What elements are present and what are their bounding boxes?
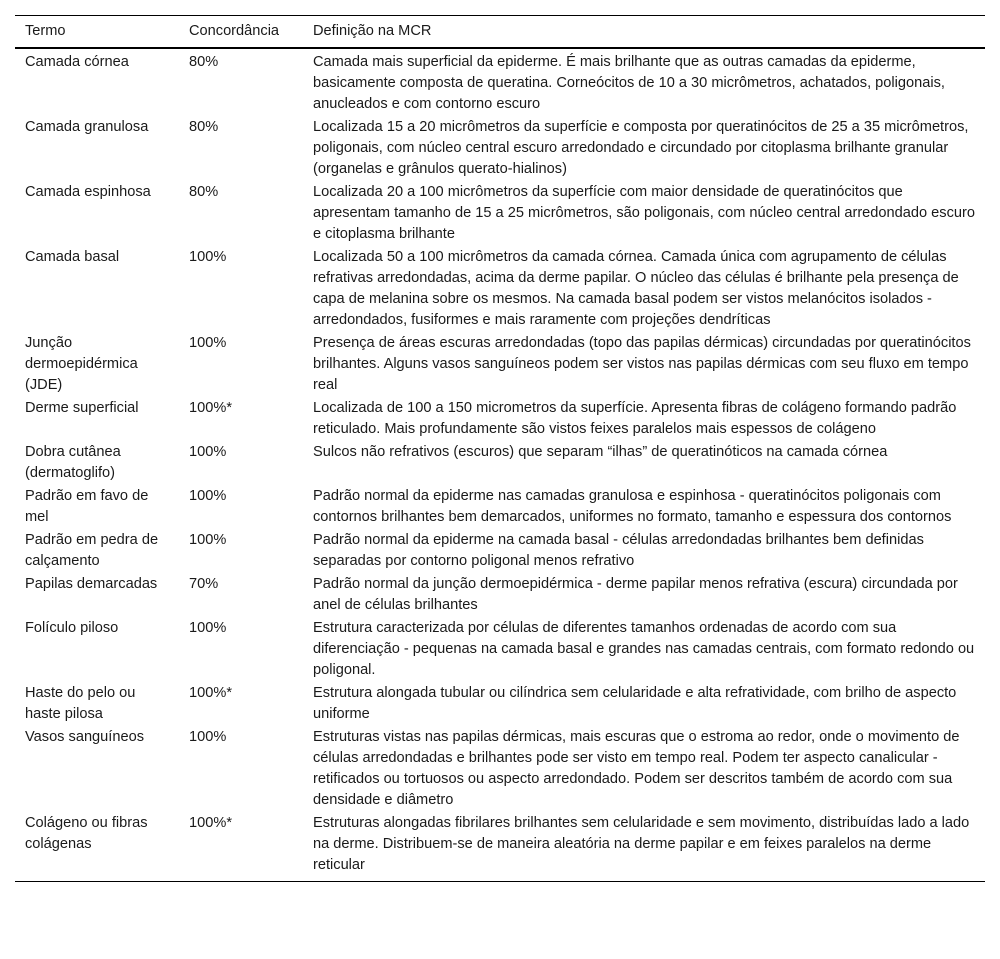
table-body: [15, 48, 985, 882]
cell-definicao: Padrão normal da junção dermoepidérmica - derme papilar menos refrativa (escura) circundada por anel de células brilhantes: [313, 576, 958, 613]
header-row: [15, 16, 985, 49]
cell-definicao: Estrutura alongada tubular ou cilíndrica sem celularidade e alta refratividade, com brilho de aspecto uniforme: [313, 685, 957, 722]
cell-definicao: Padrão normal da epiderme nas camadas granulosa e espinhosa - queratinócitos poligonais com contornos brilhantes bem demarcados, uniformes no formato, tamanho e espessura dos contornos: [313, 488, 952, 525]
cell-termo: Derme superficial: [25, 400, 139, 416]
table-row: [15, 48, 985, 116]
table-row: [15, 617, 985, 682]
cell-concordancia: 100%*: [189, 685, 233, 701]
cell-concordancia: 100%: [189, 444, 227, 460]
cell-concordancia: 100%: [189, 249, 227, 265]
table-row: [15, 397, 985, 441]
header-definicao: Definição na MCR: [313, 23, 432, 39]
table-row: [15, 726, 985, 812]
table-row: [15, 441, 985, 485]
cell-concordancia: 100%: [189, 532, 227, 548]
cell-termo: Colágeno ou fibras colágenas: [25, 815, 148, 852]
cell-concordancia: 100%: [189, 729, 227, 745]
cell-definicao: Presença de áreas escuras arredondadas (topo das papilas dérmicas) circundadas por queratinócitos brilhantes. Alguns vasos sanguíneos podem ser vistos nas papilas dérmicas com seu fluxo em tempo real: [313, 335, 971, 393]
cell-definicao: Padrão normal da epiderme na camada basal - células arredondadas brilhantes bem definidas separadas por contorno poligonal menos refrativo: [313, 532, 924, 569]
table-row: [15, 812, 985, 882]
cell-concordancia: 100%: [189, 620, 227, 636]
cell-concordancia: 100%*: [189, 815, 233, 831]
cell-definicao: Localizada de 100 a 150 micrometros da superfície. Apresenta fibras de colágeno formando padrão reticulado. Mais profundamente são vistos feixes paralelos mais espessos de colágeno: [313, 400, 957, 437]
table-container: [15, 15, 985, 882]
cell-concordancia: 80%: [189, 54, 219, 70]
table-row: [15, 181, 985, 246]
cell-definicao: Localizada 15 a 20 micrômetros da superfície e composta por queratinócitos de 25 a 35 micrômetros, poligonais, com núcleo central escuro arredondado e circundado por citoplasma brilhante granular (organelas e grânulos querato-hialinos): [313, 119, 969, 177]
header-termo: Termo: [25, 23, 66, 39]
cell-termo: Haste do pelo ou haste pilosa: [25, 685, 136, 722]
cell-termo: Padrão em pedra de calçamento: [25, 532, 159, 569]
cell-concordancia: 80%: [189, 119, 219, 135]
table-row: [15, 485, 985, 529]
terms-table: [15, 15, 985, 882]
cell-definicao: Sulcos não refrativos (escuros) que separam “ilhas” de queratinóticos na camada córnea: [313, 444, 888, 460]
cell-definicao: Estruturas vistas nas papilas dérmicas, mais escuras que o estroma ao redor, onde o movimento de células arredondadas e brilhantes pode ser visto em tempo real. Podem ter aspecto canalicular - retificados ou tortuosos ou aspecto arredondado. Podem ser descritos também de acordo com sua densidade e diâmetro: [313, 729, 960, 808]
header-concordancia: Concordância: [189, 23, 280, 39]
cell-definicao: Estrutura caracterizada por células de diferentes tamanhos ordenadas de acordo com sua diferenciação - pequenas na camada basal e grandes nas camadas centrais, com formato redondo ou poligonal.: [313, 620, 975, 678]
table-row: [15, 573, 985, 617]
cell-termo: Papilas demarcadas: [25, 576, 158, 592]
cell-concordancia: 100%: [189, 488, 227, 504]
cell-concordancia: 100%*: [189, 400, 233, 416]
cell-definicao: Localizada 50 a 100 micrômetros da camada córnea. Camada única com agrupamento de células refrativas arredondadas, acima da derme papilar. O núcleo das células é brilhante pela presença de capa de melanina sobre os mesmos. Na camada basal podem ser vistos melanócitos isolados - arredondados, fusiformes e mais raramente com projeções dendríticas: [313, 249, 959, 328]
cell-concordancia: 100%: [189, 335, 227, 351]
table-row: [15, 246, 985, 332]
cell-termo: Vasos sanguíneos: [25, 729, 144, 745]
cell-termo: Camada basal: [25, 249, 120, 265]
table-row: [15, 529, 985, 573]
cell-termo: Padrão em favo de mel: [25, 488, 149, 525]
table-row: [15, 332, 985, 397]
cell-termo: Junção dermoepidérmica (JDE): [25, 335, 138, 393]
cell-concordancia: 80%: [189, 184, 219, 200]
table-header: [15, 16, 985, 49]
cell-concordancia: 70%: [189, 576, 219, 592]
cell-definicao: Estruturas alongadas fibrilares brilhantes sem celularidade e sem movimento, distribuídas lado a lado na derme. Distribuem-se de maneira aleatória na derme papilar e em feixes paralelos na derme reticular: [313, 815, 970, 873]
cell-definicao: Localizada 20 a 100 micrômetros da superfície com maior densidade de queratinócitos que apresentam tamanho de 15 a 25 micrômetros, são poligonais, com núcleo central arredondado escuro e citoplasma brilhante: [313, 184, 975, 242]
cell-termo: Folículo piloso: [25, 620, 119, 636]
cell-termo: Camada espinhosa: [25, 184, 151, 200]
table-row: [15, 116, 985, 181]
cell-termo: Camada córnea: [25, 54, 129, 70]
cell-termo: Camada granulosa: [25, 119, 149, 135]
cell-termo: Dobra cutânea (dermatoglifo): [25, 444, 121, 481]
table-row: [15, 682, 985, 726]
cell-definicao: Camada mais superficial da epiderme. É mais brilhante que as outras camadas da epiderme, basicamente composta de queratina. Corneócitos de 10 a 30 micrômetros, achatados, poligonais, anucleados e com contorno escuro: [313, 54, 945, 112]
